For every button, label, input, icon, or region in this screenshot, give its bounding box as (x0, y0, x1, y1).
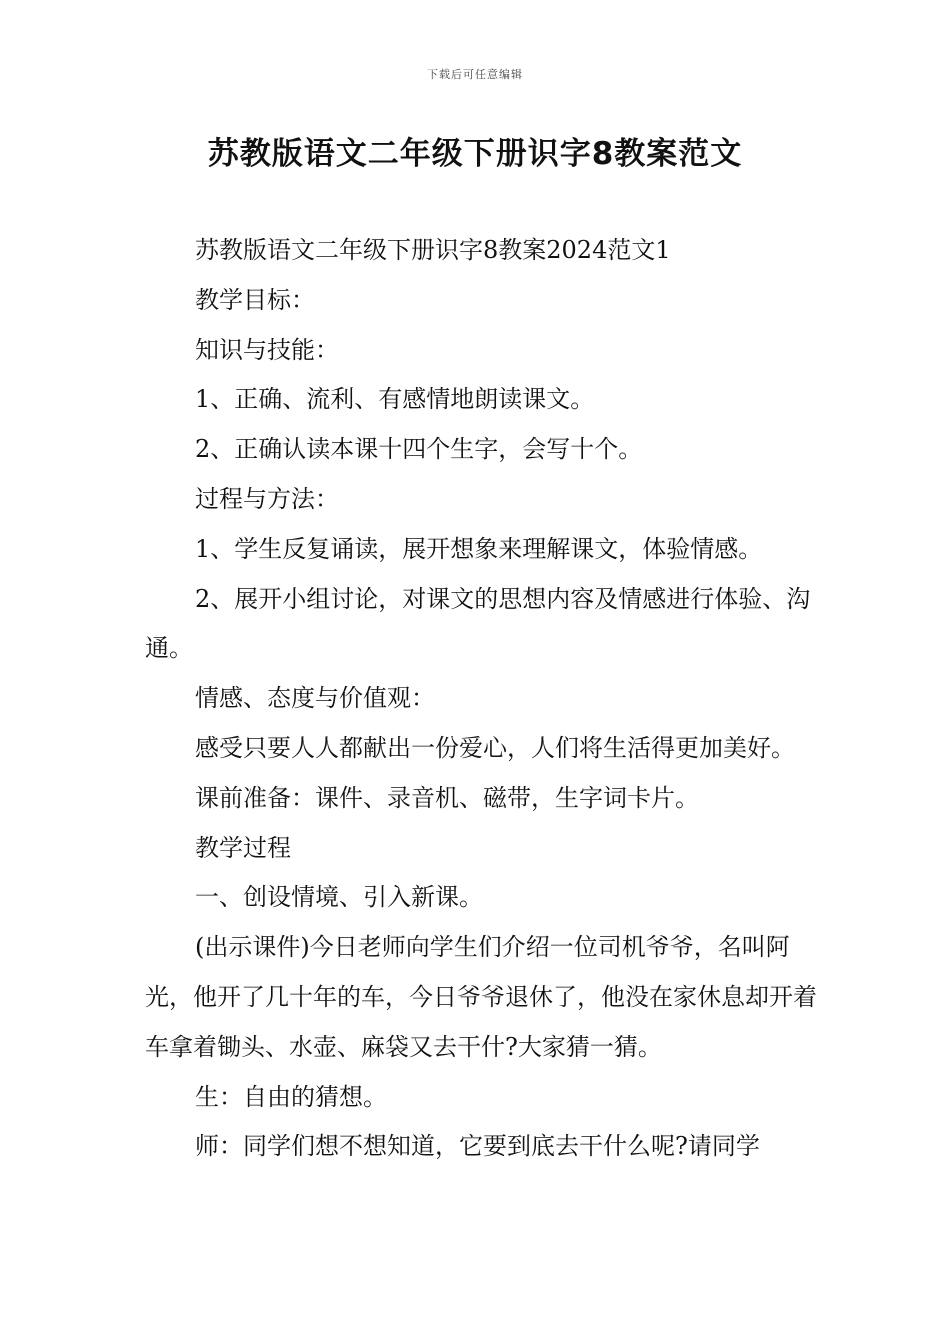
document-title: 苏教版语文二年级下册识字8教案范文 (207, 136, 743, 172)
paragraph-subtitle: 苏教版语文二年级下册识字8教案2024范文1 (195, 236, 671, 264)
paragraph-item: 师：同学们想不想知道，它要到底去干什么呢?请同学 (195, 1132, 760, 1161)
paragraph-preparation: 课前准备：课件、录音机、磁带，生字词卡片。 (195, 783, 699, 812)
document-body (145, 226, 825, 1172)
paragraph-item: 2、正确认读本课十四个生字，会写十个。 (195, 435, 643, 464)
paragraph-process-methods: 过程与方法： (195, 484, 339, 513)
paragraph-item: 1、学生反复诵读，展开想象来理解课文，体验情感。 (195, 534, 763, 563)
paragraph-item: 1、正确、流利、有感情地朗读课文。 (195, 385, 595, 414)
paragraph-item: 2、展开小组讨论，对课文的思想内容及情感进行体验、沟通。 (145, 584, 811, 663)
page-header-note: 下载后可任意编辑 (427, 68, 523, 81)
paragraph-teaching-process: 教学过程 (195, 833, 291, 862)
paragraph-emotion-values: 情感、态度与价值观： (195, 684, 435, 713)
paragraph-item: 感受只要人人都献出一份爱心，人们将生活得更加美好。 (195, 733, 795, 762)
paragraph-teaching-goals: 教学目标： (195, 285, 315, 314)
paragraph-knowledge-skills: 知识与技能： (195, 335, 339, 364)
paragraph-item: 生：自由的猜想。 (195, 1082, 387, 1111)
paragraph-item: (出示课件)今日老师向学生们介绍一位司机爷爷，名叫阿光，他开了几十年的车，今日爷爷退休了，他没在家休息却开着车拿着锄头、水壶、麻袋又去干什?大家猜一猜。 (145, 933, 817, 1061)
paragraph-step-one: 一、创设情境、引入新课。 (195, 883, 483, 912)
